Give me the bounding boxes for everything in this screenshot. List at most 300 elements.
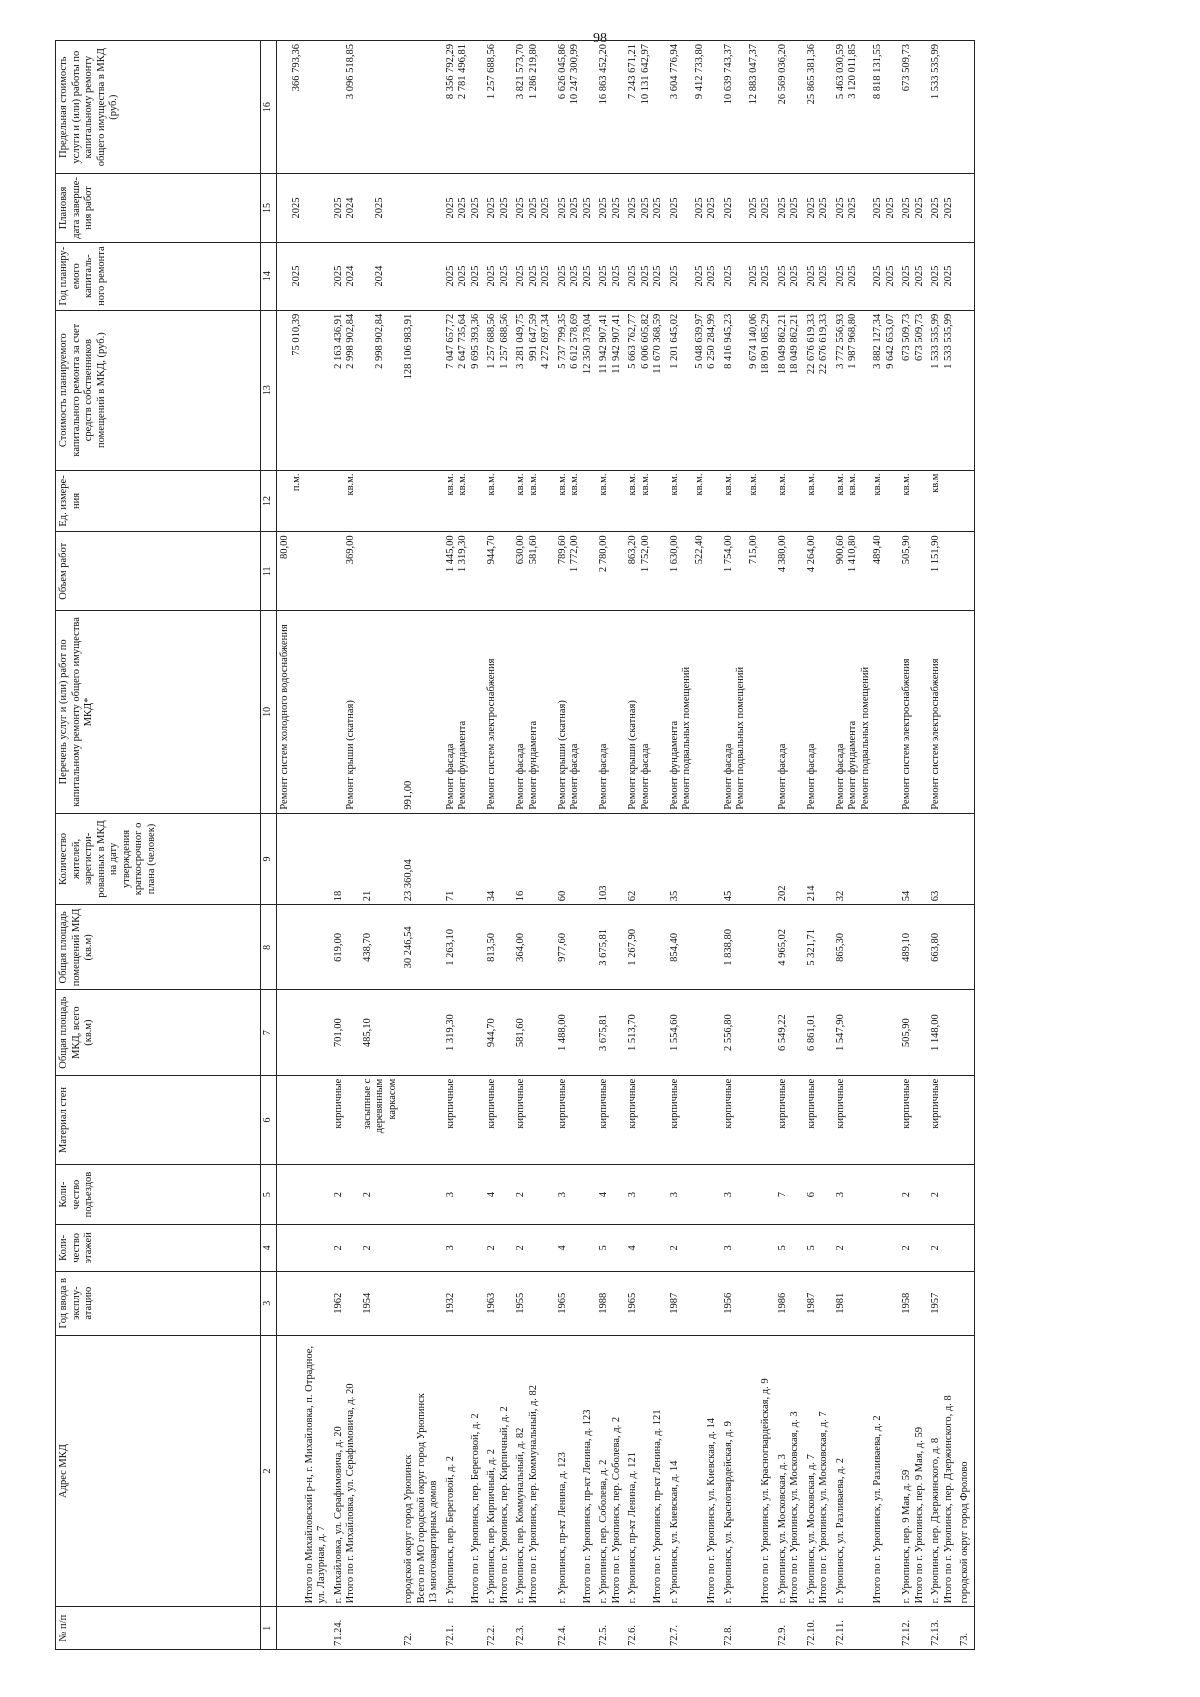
table-cell: 5 663 762,77 6 006 605,82 11 670 368,59 [625,310,667,470]
table-cell: кирпичные [721,1075,775,1165]
table-cell: 26 569 036,20 [775,41,804,174]
table-cell: 1 151,90 [928,532,957,611]
column-number: 15 [261,174,277,242]
table-cell: 3 [721,1224,775,1271]
table-cell [360,41,402,174]
table-cell: 5 321,71 [804,905,833,990]
table-cell: 34 [484,813,513,905]
column-header: Год ввода в эксплу-атацию [56,1271,261,1335]
table-row [721,41,775,1650]
table-cell: Ремонт фасада Ремонт фундамента Ремонт подвальных помещений [833,611,900,813]
table-cell: кирпичные [555,1075,597,1165]
table-cell: 2025 2025 [899,174,928,242]
table-cell [276,1224,331,1271]
table-cell: 2025 2025 2025 [625,242,667,310]
column-number: 2 [261,1335,277,1607]
table-cell: кирпичные [804,1075,833,1165]
table-cell: 4 [596,1165,625,1225]
table-cell: 71 [443,813,485,905]
table-cell: 630,00 581,60 [513,532,555,611]
table-cell: 16 [513,813,555,905]
table-cell: 2025 2025 2025 [721,174,775,242]
table-cell: 364,00 [513,905,555,990]
table-cell: 5 [804,1224,833,1271]
table-cell: городской округ город Урюпинск Всего по МО городской округ город Урюпинск 13 многоквартирных домов [401,1335,443,1607]
table-cell: 128 106 983,91 [401,310,443,470]
table-cell: 10 639 743,37 12 883 047,37 [721,41,775,174]
table-cell: кирпичные [331,1075,360,1165]
table-cell: кирпичные [596,1075,625,1165]
table-row [625,41,667,1650]
table-cell: 1 554,60 [667,990,721,1075]
table-cell [957,470,974,532]
table-cell: 3 675,81 [596,990,625,1075]
table-cell: 3 [555,1165,597,1225]
table-cell: 2 [899,1224,928,1271]
table-cell: 1965 [625,1271,667,1335]
table-cell: 673 509,73 [899,41,928,174]
column-number: 16 [261,41,277,174]
table-cell: Ремонт фасада [596,611,625,813]
table-cell: 2 [899,1165,928,1225]
table-row [596,41,625,1650]
table-cell: 2025 2025 2025 [513,242,555,310]
table-body [276,41,974,1650]
table-cell: кв.м. кв.м. [721,470,775,532]
column-header: Ед. измере-ния [56,470,261,532]
table-cell: 73. [957,1607,974,1650]
table-row [957,41,974,1650]
table-cell: 6 549,22 [775,990,804,1075]
table-cell: 1963 [484,1271,513,1335]
table-cell: Ремонт систем холодного водоснабжения [276,611,331,813]
table-cell: 2 [513,1224,555,1271]
table-cell: 1 445,00 1 319,30 [443,532,485,611]
table-cell: кв.м. кв.м. кв.м. [833,470,900,532]
column-number: 12 [261,470,277,532]
table-row [555,41,597,1650]
table-cell: 2025 2025 2025 [443,174,485,242]
table-cell [401,470,443,532]
table-cell: 3 [443,1165,485,1225]
table-cell: 1986 [775,1271,804,1335]
table-cell: 2024 [360,242,402,310]
table-cell: 5 [596,1224,625,1271]
table-cell: 11 942 907,41 11 942 907,41 [596,310,625,470]
table-cell [276,1075,331,1165]
table-cell: 1987 [667,1271,721,1335]
column-header: Перечень услуг и (или) работ по капитальному ремонту общего имущества МКД* [56,611,261,813]
table-cell: Ремонт фундамента Ремонт подвальных помещений [667,611,721,813]
table-cell: 505,90 [899,532,928,611]
column-header: Плановая дата заверше-ния работ [56,174,261,242]
table-cell: 202 [775,813,804,905]
column-number: 9 [261,813,277,905]
table-cell [957,1165,974,1225]
table-cell: Ремонт фасада Ремонт фундамента [443,611,485,813]
table-cell: 505,90 [899,990,928,1075]
table-cell: г. Урюпинск, пер. Коммунальный, д. 82 Итого по г. Урюпинск, пер. Коммунальный, д. 82 [513,1335,555,1607]
table-cell: 6 626 045,86 10 247 300,99 [555,41,597,174]
table-cell [276,990,331,1075]
table-cell: г. Урюпинск, пер. Кирпичный, д. 2 Итого по г. Урюпинск, пер. Кирпичный, д. 2 [484,1335,513,1607]
table-row [484,41,513,1650]
table-cell: кирпичные [775,1075,804,1165]
table-cell: 2025 2025 2025 [555,242,597,310]
table-cell: 485,10 [360,990,402,1075]
table-cell: 30 246,54 [401,905,443,990]
table-row [513,41,555,1650]
table-cell: 2 [513,1165,555,1225]
table-cell: кирпичные [928,1075,957,1165]
column-header: Количество жителей, зарегистри-рованных в МКД на дату утверждения краткосрочног о плана (человек) [56,813,261,905]
table-cell: 1987 [804,1271,833,1335]
table-cell [957,242,974,310]
table-cell: 1 257 688,56 [484,41,513,174]
table-cell: 1 148,00 [928,990,957,1075]
column-header: Материал стен [56,1075,261,1165]
table-cell: 1958 [899,1271,928,1335]
table-cell: 72. [401,1607,443,1650]
table-cell: 2025 2025 2025 [721,242,775,310]
table-cell: Ремонт систем электроснабжения [899,611,928,813]
table-cell: 369,00 [331,532,360,611]
table-cell [360,470,402,532]
table-cell [957,532,974,611]
table-cell: 2 [484,1224,513,1271]
column-number: 14 [261,242,277,310]
table-cell: 2025 2025 [484,242,513,310]
table-cell: 3 772 556,93 1 987 968,80 3 882 127,34 9 642 653,07 [833,310,900,470]
table-cell: 1 533 535,99 1 533 535,99 [928,310,957,470]
table-cell: 72.6. [625,1607,667,1650]
table-cell: 2 [331,1224,360,1271]
table-cell [957,1224,974,1271]
table-cell: 1 630,00 522,40 [667,532,721,611]
table-cell: г. Урюпинск, пер. Соболева, д. 2 Итого по г. Урюпинск, пер. Соболева, д. 2 [596,1335,625,1607]
table-cell: 991,00 [401,611,443,813]
table-cell: 2 [331,1165,360,1225]
table-cell: 35 [667,813,721,905]
table-cell [957,1075,974,1165]
table-cell: 2025 2025 2025 [625,174,667,242]
table-cell: 2025 2025 [804,174,833,242]
table-cell: 3 [443,1224,485,1271]
table-cell [957,41,974,174]
table-cell: 2025 2025 [484,174,513,242]
table-cell: Ремонт крыши (скатная) Ремонт фасада [555,611,597,813]
table-cell: 21 [360,813,402,905]
table-cell: 1955 [513,1271,555,1335]
table-cell: Итого по Михайловский р-н, г. Михайловка, п. Отрадное, ул. Лазурная, д. 7 [276,1335,331,1607]
table-cell: г. Урюпинск, пер. Дзержинского, д. 8 Итого по г. Урюпинск, пер. Дзержинского, д. 8 [928,1335,957,1607]
rotated-table-sheet [55,40,1165,1650]
table-cell: 3 281 049,75 991 647,59 4 272 697,34 [513,310,555,470]
table-cell [276,1607,331,1650]
column-number: 5 [261,1165,277,1225]
table-cell [401,1224,443,1271]
table-cell: 2025 2025 2025 [555,174,597,242]
table-cell: г. Урюпинск, ул. Московская, д. 7 Итого по г. Урюпинск, ул. Московская, д. 7 [804,1335,833,1607]
table-cell: 72.4. [555,1607,597,1650]
table-cell: Ремонт крыши (скатная) [331,611,360,813]
table-cell: 18 049 862,21 18 049 862,21 [775,310,804,470]
table-cell [957,310,974,470]
table-cell: 22 676 619,33 22 676 619,33 [804,310,833,470]
column-number: 10 [261,611,277,813]
table-cell: городской округ город Фролово [957,1335,974,1607]
table-cell: 2025 2025 2025 [667,174,721,242]
table-cell: 1 257 688,56 1 257 688,56 [484,310,513,470]
table-cell: 5 [775,1224,804,1271]
column-header: Адрес МКД [56,1335,261,1607]
table-cell: 2 780,00 [596,532,625,611]
table-cell: г. Урюпинск, пер. 9 Мая, д. 59 Итого по г. Урюпинск, пер. 9 Мая, д. 59 [899,1335,928,1607]
table-cell: 1 263,10 [443,905,485,990]
table-cell: 701,00 [331,990,360,1075]
table-cell: 663,80 [928,905,957,990]
table-cell [957,611,974,813]
table-cell: 1 838,80 [721,905,775,990]
table-cell [360,611,402,813]
table-cell: 2025 2025 [899,242,928,310]
column-number: 1 [261,1607,277,1650]
table-cell: Ремонт фасада Ремонт подвальных помещений [721,611,775,813]
table-cell: 8 356 792,29 2 781 496,81 [443,41,485,174]
table-cell: 2 998 902,84 [360,310,402,470]
table-cell: 2025 2025 [596,242,625,310]
table-cell: Ремонт крыши (скатная) Ремонт фасада [625,611,667,813]
table-cell: кв.м. кв.м. [625,470,667,532]
table-cell: 366 793,36 [276,41,331,174]
table-cell: 1965 [555,1271,597,1335]
table-cell: 60 [555,813,597,905]
table-cell: кв.м. кв.м. [443,470,485,532]
table-cell [360,1335,402,1607]
table-cell: 2 163 436,91 2 998 902,84 [331,310,360,470]
table-cell: 214 [804,813,833,905]
table-cell: 1 754,00 715,00 [721,532,775,611]
table-cell: 5 463 030,59 3 120 011,85 8 818 131,55 [833,41,900,174]
table-cell: Ремонт фасада [775,611,804,813]
table-cell: 71.24. [331,1607,360,1650]
table-cell: кв.м. [484,470,513,532]
page-number: 98 [593,31,607,46]
column-header: № п/п [56,1607,261,1650]
table-cell: 1988 [596,1271,625,1335]
table-cell: 103 [596,813,625,905]
column-header: Предельная стоимость услуги и (или) работы по капитальному ремонту общего имущества в МКД (руб.) [56,41,261,174]
table-cell: 72.8. [721,1607,775,1650]
table-cell: 72.7. [667,1607,721,1650]
table-cell: 4 380,00 [775,532,804,611]
table-cell: 673 509,73 673 509,73 [899,310,928,470]
table-cell: 7 [775,1165,804,1225]
table-cell: 854,40 [667,905,721,990]
table-cell: 3 821 573,70 1 286 219,80 [513,41,555,174]
table-cell: 23 360,04 [401,813,443,905]
table-cell: 1 533 535,99 [928,41,957,174]
table-cell [401,242,443,310]
table-cell: 3 [625,1165,667,1225]
table-cell: кв.м. [804,470,833,532]
table-cell: 2025 [276,242,331,310]
table-cell: кв.м. [775,470,804,532]
table-row [775,41,804,1650]
column-number: 7 [261,990,277,1075]
table-cell: 25 865 381,36 [804,41,833,174]
table-cell: кв.м. кв.м. [513,470,555,532]
table-cell: 3 [833,1165,900,1225]
table-cell: кирпичные [513,1075,555,1165]
table-cell: 3 675,81 [596,905,625,990]
table-row [331,41,360,1650]
table-cell: г. Михайловка, ул. Серафимовича, д. 20 Итого по г. Михайловка, ул. Серафимовича, д. 20 [331,1335,360,1607]
table-cell: 1 513,70 [625,990,667,1075]
table-cell: 6 [804,1165,833,1225]
table-cell [957,990,974,1075]
table-cell [957,905,974,990]
table-cell [276,1165,331,1225]
table-cell: 581,60 [513,990,555,1075]
table-cell: 72.5. [596,1607,625,1650]
table-cell: 789,60 1 772,00 [555,532,597,611]
table-cell: 7 243 671,21 10 131 642,97 [625,41,667,174]
table-cell: кв.м. кв.м. [667,470,721,532]
table-cell: 2025 2025 [928,242,957,310]
table-cell: 72.10. [804,1607,833,1650]
table-cell: г. Урюпинск, ул. Киевская, д. 14 Итого по г. Урюпинск, ул. Киевская, д. 14 [667,1335,721,1607]
table-cell: 4 264,00 [804,532,833,611]
table-cell: 489,10 [899,905,928,990]
capital-repair-table [55,40,975,1650]
table-cell: кв.м. [899,470,928,532]
table-cell: 4 [555,1224,597,1271]
table-cell: Ремонт систем электроснабжения [928,611,957,813]
table-cell: г. Урюпинск, ул. Красногвардейская, д. 9 Итого по г. Урюпинск, ул. Красногвардейская, д. 9 [721,1335,775,1607]
table-cell: 2 [833,1224,900,1271]
table-cell: 813,50 [484,905,513,990]
table-cell: г. Урюпинск, пр-кт Ленина, д. 121 Итого по г. Урюпинск, пр-кт Ленина, д. 121 [625,1335,667,1607]
table-cell: 2 [667,1224,721,1271]
table-cell: кирпичные [833,1075,900,1165]
table-cell: 62 [625,813,667,905]
table-cell: 1 267,90 [625,905,667,990]
table-cell: кв.м [928,470,957,532]
table-row [928,41,957,1650]
table-cell [360,1607,402,1650]
table-cell: 2025 2025 2025 2025 [833,242,900,310]
table-cell: 72.11. [833,1607,900,1650]
column-number-row [261,41,277,1650]
table-cell [360,532,402,611]
table-cell: 1932 [443,1271,485,1335]
column-number: 13 [261,310,277,470]
table-cell: 3 096 518,85 [331,41,360,174]
table-cell: кв.м. кв.м. [555,470,597,532]
table-cell: 18 [331,813,360,905]
table-cell: кирпичные [443,1075,485,1165]
table-row [401,41,443,1650]
table-cell: кирпичные [484,1075,513,1165]
table-cell: 72.1. [443,1607,485,1650]
header-row [56,41,261,1650]
table-cell: 1 319,30 [443,990,485,1075]
column-header: Объем работ [56,532,261,611]
table-cell [276,905,331,990]
column-number: 3 [261,1271,277,1335]
table-cell: 2025 2025 [596,174,625,242]
table-cell [957,1271,974,1335]
table-cell: кирпичные [899,1075,928,1165]
table-cell: 2025 2025 [775,174,804,242]
table-cell: Ремонт фасада Ремонт фундамента [513,611,555,813]
table-cell: 32 [833,813,900,905]
table-cell: 2 [928,1224,957,1271]
table-cell [401,1165,443,1225]
table-cell: 944,70 [484,990,513,1075]
table-cell: 4 965,02 [775,905,804,990]
table-cell: 80,00 [276,532,331,611]
column-header: Общая площадь МКД, всего (кв.м) [56,990,261,1075]
table-cell: 75 010,39 [276,310,331,470]
table-cell: 72.2. [484,1607,513,1650]
table-cell: 3 604 776,94 9 412 733,80 [667,41,721,174]
table-cell: 16 863 452,20 [596,41,625,174]
table-cell: 977,60 [555,905,597,990]
table-cell: 2025 2024 [331,174,360,242]
table-cell: 2025 2025 2025 [667,242,721,310]
table-cell: 2 [360,1224,402,1271]
column-header: Общая площадь помещений МКД (кв.м) [56,905,261,990]
table-cell: 2 [360,1165,402,1225]
column-number: 8 [261,905,277,990]
column-header: Год планиру-емого капиталь-ного ремонта [56,242,261,310]
table-cell: г. Урюпинск, пр-кт Ленина, д. 123 Итого по г. Урюпинск, пр-кт Ленина, д. 123 [555,1335,597,1607]
table-cell: 1 547,90 [833,990,900,1075]
table-row [804,41,833,1650]
table-cell: 2025 [276,174,331,242]
table-cell [401,174,443,242]
table-cell: 619,00 [331,905,360,990]
table-cell: Ремонт фасада [804,611,833,813]
table-cell: 865,30 [833,905,900,990]
table-cell: 2025 2025 [928,174,957,242]
table-cell: 944,70 [484,532,513,611]
table-cell: 5 737 799,35 6 612 578,69 12 350 378,04 [555,310,597,470]
table-cell: г. Урюпинск, ул. Разливаева, д. 2 Итого по г. Урюпинск, ул. Разливаева, д. 2 [833,1335,900,1607]
table-row [667,41,721,1650]
table-cell: 63 [928,813,957,905]
table-cell: 863,20 1 752,00 [625,532,667,611]
table-cell [401,1271,443,1335]
table-cell [401,41,443,174]
table-cell: 900,60 1 410,80 489,40 [833,532,900,611]
table-cell: 2025 [360,174,402,242]
table-cell: засыпные с деревянным каркасом [360,1075,402,1165]
table-row [443,41,485,1650]
column-number: 4 [261,1224,277,1271]
table-cell: 72.9. [775,1607,804,1650]
table-cell: 438,70 [360,905,402,990]
table-row [276,41,331,1650]
table-cell: 2025 2024 [331,242,360,310]
table-cell: 2025 2025 [775,242,804,310]
table-cell: кирпичные [667,1075,721,1165]
table-cell: 2 [928,1165,957,1225]
table-row [833,41,900,1650]
table-cell: 2025 2025 2025 [443,242,485,310]
